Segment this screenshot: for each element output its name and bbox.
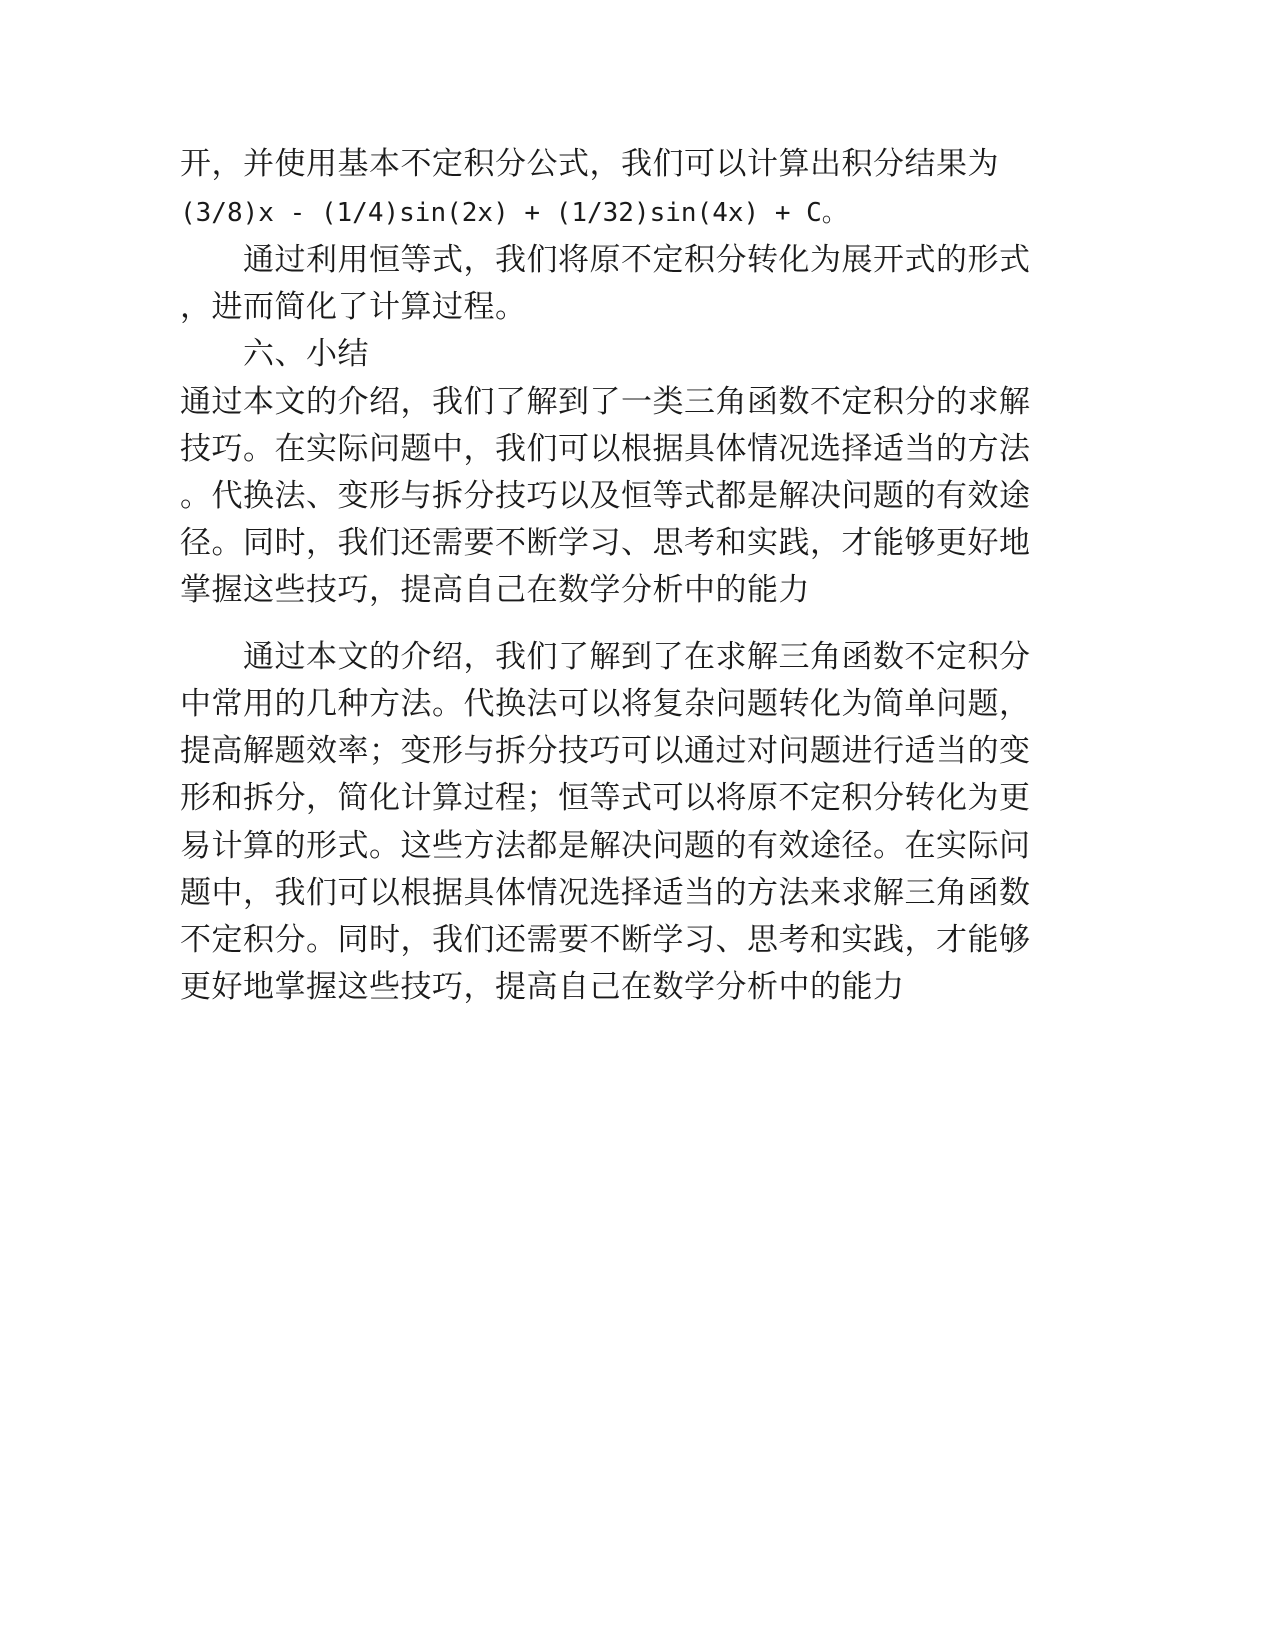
paragraph-line: 中常用的几种方法。代换法可以将复杂问题转化为简单问题， xyxy=(180,686,1031,722)
section-heading: 六、小结 xyxy=(243,336,369,372)
paragraph-line: ，进而简化了计算过程。 xyxy=(180,289,527,325)
paragraph-line: 易计算的形式。这些方法都是解决问题的有效途径。在实际问 xyxy=(180,828,1031,864)
paragraph-line: 形和拆分，简化计算过程；恒等式可以将原不定积分转化为更 xyxy=(180,780,1031,816)
paragraph-line: 题中，我们可以根据具体情况选择适当的方法来求解三角函数 xyxy=(180,875,1031,911)
paragraph-line: 。代换法、变形与拆分技巧以及恒等式都是解决问题的有效途 xyxy=(180,478,1031,514)
paragraph-line: 提高解题效率；变形与拆分技巧可以通过对问题进行适当的变 xyxy=(180,733,1031,769)
paragraph-line: 通过本文的介绍，我们了解到了在求解三角函数不定积分 xyxy=(243,639,1031,675)
paragraph-line: 掌握这些技巧，提高自己在数学分析中的能力 xyxy=(180,572,810,608)
paragraph-line: 通过利用恒等式，我们将原不定积分转化为展开式的形式 xyxy=(243,242,1031,278)
paragraph-line: 开，并使用基本不定积分公式，我们可以计算出积分结果为 xyxy=(180,146,999,182)
paragraph-line: 技巧。在实际问题中，我们可以根据具体情况选择适当的方法 xyxy=(180,431,1031,467)
paragraph-line: 径。同时，我们还需要不断学习、思考和实践，才能够更好地 xyxy=(180,525,1031,561)
paragraph-line: 不定积分。同时，我们还需要不断学习、思考和实践，才能够 xyxy=(180,922,1031,958)
paragraph-line: 通过本文的介绍，我们了解到了一类三角函数不定积分的求解 xyxy=(180,384,1031,420)
paragraph-line: 更好地掌握这些技巧，提高自己在数学分析中的能力 xyxy=(180,969,905,1005)
formula-line: (3/8)x - (1/4)sin(2x) + (1/32)sin(4x) + C。 xyxy=(180,198,848,228)
